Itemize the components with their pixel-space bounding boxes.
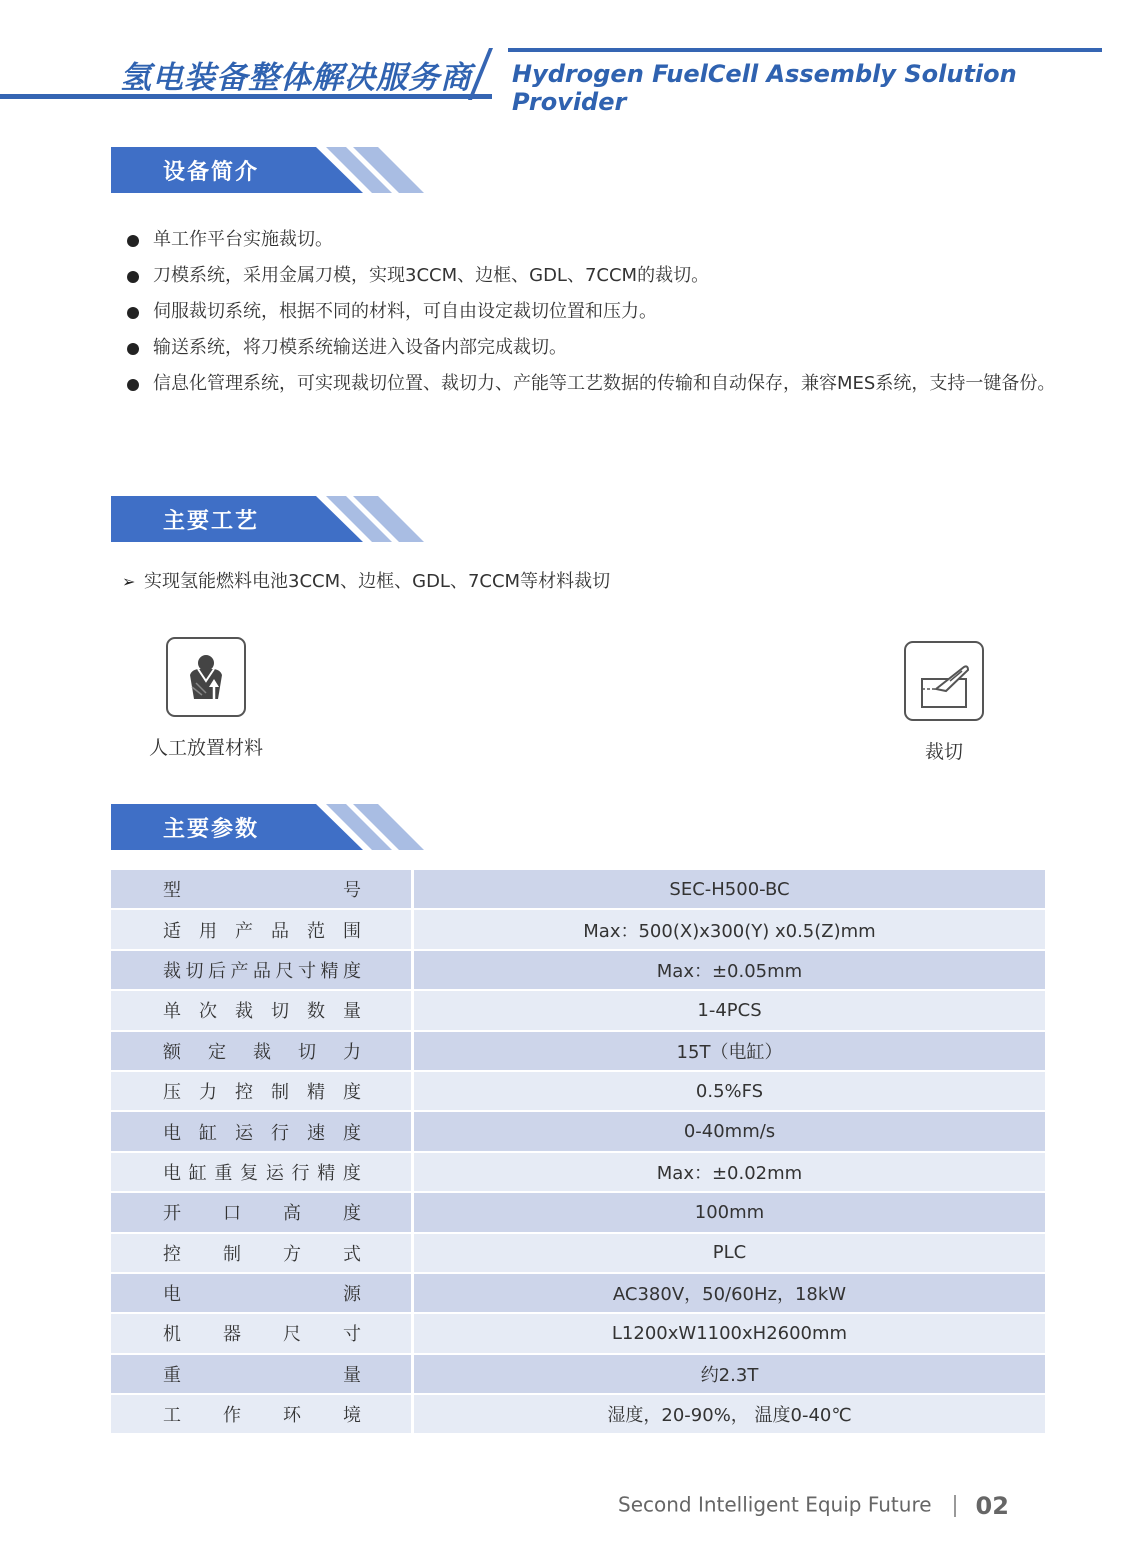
table-row	[111, 1234, 1045, 1274]
bullet-dot-icon	[127, 271, 139, 283]
table-row	[111, 1032, 1045, 1072]
section-banner-shape	[111, 147, 431, 193]
param-value: 0-40mm/s	[414, 1112, 1045, 1152]
param-key-char: 式	[343, 1243, 361, 1265]
param-key-cell	[111, 1314, 414, 1354]
param-key-cell	[111, 1234, 414, 1274]
param-key-char: 复	[240, 1162, 259, 1184]
param-key-char: 裁	[235, 1001, 253, 1023]
footer	[618, 1492, 1009, 1520]
param-key-char: 速	[307, 1122, 325, 1144]
param-key-char: 重	[214, 1162, 233, 1184]
param-key-char: 度	[343, 1082, 361, 1104]
param-key-char: 运	[235, 1122, 253, 1144]
param-key-char: 制	[271, 1082, 289, 1104]
cutting-knife-icon	[904, 641, 984, 721]
param-value: Max：500(X)x300(Y) x0.5(Z)mm	[414, 910, 1045, 950]
param-key-char: 缸	[199, 1122, 217, 1144]
param-key-char: 适	[163, 920, 181, 942]
param-key-cell	[111, 1072, 414, 1112]
param-key	[111, 876, 411, 902]
bullet-dot-icon	[127, 235, 139, 247]
param-value: 1-4PCS	[414, 991, 1045, 1031]
list-item: 信息化管理系统，可实现裁切位置、裁切力、产能等工艺数据的传输和自动保存，兼容MES系统，支持一键备份。	[125, 366, 1085, 402]
param-key-char: 尺	[275, 960, 294, 982]
param-key-cell	[111, 1153, 414, 1193]
table-row	[111, 1355, 1045, 1395]
param-key-char: 力	[343, 1041, 361, 1063]
page-number: 02	[975, 1492, 1009, 1520]
param-key-char: 切	[298, 1041, 316, 1063]
bullet-dot-icon	[127, 379, 139, 391]
param-key-char: 品	[253, 960, 271, 982]
param-key-char: 源	[343, 1284, 361, 1306]
param-key-char: 定	[208, 1041, 226, 1063]
param-key-char: 精	[317, 1162, 336, 1184]
param-key-char: 用	[199, 920, 217, 942]
param-key-cell	[111, 1112, 414, 1152]
param-key	[111, 957, 411, 983]
param-key-cell	[111, 1032, 414, 1072]
table-row	[111, 991, 1045, 1031]
param-key-char: 电	[163, 1284, 181, 1306]
param-key	[111, 1280, 411, 1306]
process-step-label: 裁切	[924, 741, 963, 763]
section-header-params	[111, 804, 431, 850]
param-key-char: 型	[163, 880, 181, 902]
param-key-char: 产	[230, 960, 249, 982]
intro-bullet-list	[125, 222, 1085, 402]
param-key-char: 品	[271, 920, 289, 942]
param-value: 0.5%FS	[414, 1072, 1045, 1112]
param-key-char: 行	[271, 1122, 289, 1144]
section-header-process	[111, 496, 431, 542]
param-value: 15T（电缸）	[414, 1032, 1045, 1072]
param-key-char: 环	[283, 1405, 301, 1427]
param-key-char: 高	[283, 1203, 301, 1225]
param-key-char: 寸	[298, 960, 316, 982]
param-key	[111, 1119, 411, 1145]
param-value: 100mm	[414, 1193, 1045, 1233]
process-step-cutting	[903, 641, 985, 764]
param-key-char: 产	[235, 920, 253, 942]
header-rule-right	[508, 48, 1102, 52]
table-row	[111, 1153, 1045, 1193]
param-key	[111, 917, 411, 943]
param-key-char: 方	[283, 1243, 301, 1265]
param-key-char: 控	[163, 1243, 181, 1265]
param-key-cell	[111, 1274, 414, 1314]
param-key-char: 裁	[253, 1041, 271, 1063]
param-value: Max：±0.05mm	[414, 951, 1045, 991]
param-key	[111, 1159, 411, 1185]
param-key-cell	[111, 870, 414, 910]
param-key-cell	[111, 1395, 414, 1435]
param-key-char: 电	[163, 1162, 181, 1184]
param-key-char: 范	[307, 920, 325, 942]
section-title-params: 主要参数	[163, 817, 260, 842]
table-row	[111, 1395, 1045, 1435]
header-title-en: Hydrogen FuelCell Assembly Solution Provider	[512, 60, 1017, 116]
param-key-char: 重	[163, 1364, 181, 1386]
param-key-char: 器	[223, 1324, 241, 1346]
param-key-char: 围	[343, 920, 361, 942]
param-value: Max：±0.02mm	[414, 1153, 1045, 1193]
param-key-cell	[111, 1355, 414, 1395]
list-item: 输送系统，将刀模系统输送进入设备内部完成裁切。	[125, 330, 1085, 366]
param-key-char: 口	[223, 1203, 241, 1225]
table-row	[111, 1274, 1045, 1314]
section-banner-shape	[111, 496, 431, 542]
param-key-char: 压	[163, 1082, 181, 1104]
param-value: 约2.3T	[414, 1355, 1045, 1395]
param-value: L1200xW1100xH2600mm	[414, 1314, 1045, 1354]
process-description: ➢ 实现氢能燃料电池3CCM、边框、GDL、7CCM等材料裁切	[122, 571, 611, 592]
param-key	[111, 1199, 411, 1225]
param-key-char: 量	[343, 1364, 361, 1386]
param-key-char: 度	[342, 1162, 361, 1184]
param-value: SEC-H500-BC	[414, 870, 1045, 910]
table-row	[111, 1072, 1045, 1112]
table-row	[111, 870, 1045, 910]
param-key-char: 量	[343, 1001, 361, 1023]
list-item: 单工作平台实施裁切。	[125, 222, 1085, 258]
process-step-label: 人工放置材料	[148, 737, 263, 759]
param-key-char: 作	[223, 1405, 241, 1427]
param-key-char: 制	[223, 1243, 241, 1265]
table-row	[111, 1314, 1045, 1354]
bullet-dot-icon	[127, 343, 139, 355]
param-key-char: 裁	[163, 960, 181, 982]
param-key	[111, 997, 411, 1023]
param-key-char: 电	[163, 1122, 181, 1144]
param-key-char: 工	[163, 1405, 181, 1427]
param-key-char: 次	[199, 1001, 217, 1023]
param-value: 湿度，20-90%， 温度0-40℃	[414, 1395, 1045, 1435]
param-key-char: 精	[320, 960, 339, 982]
table-row	[111, 1112, 1045, 1152]
param-key-char: 数	[307, 1001, 325, 1023]
param-key-cell	[111, 951, 414, 991]
footer-divider	[954, 1495, 956, 1517]
param-key	[111, 1320, 411, 1346]
process-step-manual-place	[145, 637, 267, 760]
param-key	[111, 1078, 411, 1104]
param-key-char: 切	[185, 960, 204, 982]
table-row	[111, 951, 1045, 991]
section-title-intro: 设备简介	[163, 160, 260, 185]
param-key-char: 度	[343, 1122, 361, 1144]
param-key	[111, 1240, 411, 1266]
arrow-bullet-icon: ➢	[122, 572, 136, 591]
table-row	[111, 1193, 1045, 1233]
param-key-char: 开	[163, 1203, 181, 1225]
section-banner-shape	[111, 804, 431, 850]
param-key-char: 后	[208, 960, 226, 982]
bullet-dot-icon	[127, 307, 139, 319]
param-key-char: 境	[343, 1405, 361, 1427]
param-key-char: 力	[199, 1082, 217, 1104]
param-key-char: 度	[343, 1203, 361, 1225]
param-key-cell	[111, 910, 414, 950]
param-key-char: 控	[235, 1082, 253, 1104]
param-key-char: 寸	[343, 1324, 361, 1346]
param-key-char: 度	[343, 960, 361, 982]
param-key-char: 运	[265, 1162, 284, 1184]
param-key-char: 精	[307, 1082, 325, 1104]
section-title-process: 主要工艺	[163, 509, 260, 534]
param-key-char: 行	[291, 1162, 310, 1184]
param-key	[111, 1401, 411, 1427]
param-key	[111, 1361, 411, 1387]
param-value: AC380V，50/60Hz，18kW	[414, 1274, 1045, 1314]
list-item: 刀模系统，采用金属刀模，实现3CCM、边框、GDL、7CCM的裁切。	[125, 258, 1085, 294]
footer-tagline: Second Intelligent Equip Future	[618, 1492, 932, 1517]
table-row	[111, 910, 1045, 950]
section-header-intro	[111, 147, 431, 193]
param-key-char: 尺	[283, 1324, 301, 1346]
param-value: PLC	[414, 1234, 1045, 1274]
param-key-char: 切	[271, 1001, 289, 1023]
params-table	[111, 870, 1045, 1435]
param-key-cell	[111, 1193, 414, 1233]
param-key-char: 机	[163, 1324, 181, 1346]
param-key-char: 号	[343, 880, 361, 902]
header-title-cn: 氢电装备整体解决服务商	[120, 60, 472, 96]
param-key-char: 缸	[188, 1162, 207, 1184]
person-lift-icon	[166, 637, 246, 717]
list-item: 伺服裁切系统，根据不同的材料，可自由设定裁切位置和压力。	[125, 294, 1085, 330]
param-key-char: 单	[163, 1001, 181, 1023]
param-key	[111, 1038, 411, 1064]
param-key-cell	[111, 991, 414, 1031]
param-key-char: 额	[163, 1041, 181, 1063]
